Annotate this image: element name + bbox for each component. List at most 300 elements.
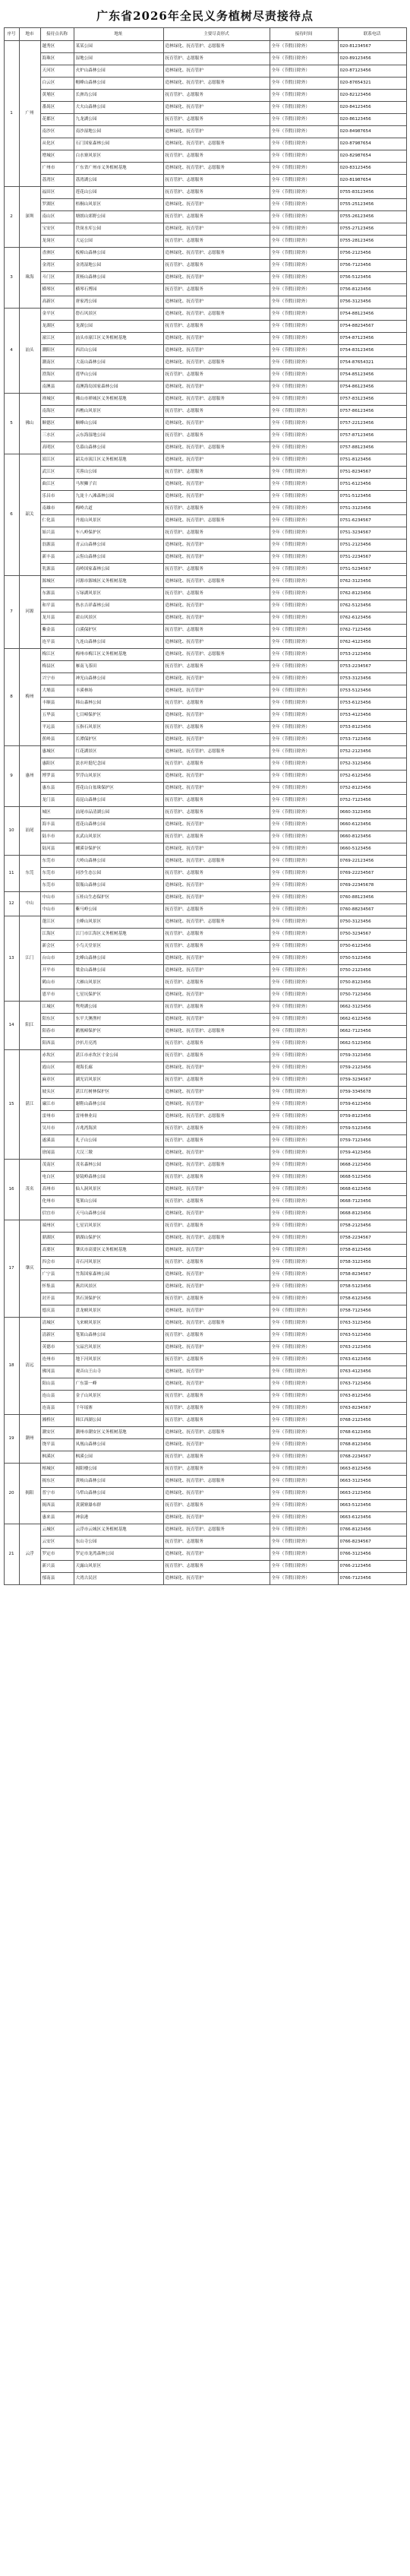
table-row	[4, 1281, 406, 1293]
address-cell: 顺峰山公园	[74, 418, 163, 430]
reception-time-cell: 全年（节假日除外）	[270, 880, 338, 892]
district-cell: 江海区	[40, 929, 74, 941]
table-row	[4, 1135, 406, 1147]
reception-time-cell: 全年（节假日除外）	[270, 1403, 338, 1415]
city-cell: 惠州	[19, 746, 40, 807]
address-cell: 罗浮山风景区	[74, 771, 163, 783]
address-cell: 孔子山公园	[74, 1135, 163, 1147]
table-row	[4, 552, 406, 564]
phone-cell: 0668-6123456	[338, 1184, 406, 1196]
table-row	[4, 1111, 406, 1123]
district-cell: 化州市	[40, 1196, 74, 1208]
reception-time-cell: 全年（节假日除外）	[270, 321, 338, 333]
address-cell: 莲华山公园	[74, 369, 163, 381]
phone-cell: 0754-87123456	[338, 333, 406, 345]
activity-type-cell: 造林绿化、抚育管护、志愿服务	[163, 1427, 270, 1439]
phone-cell: 0751-6234567	[338, 515, 406, 527]
table-row	[4, 138, 406, 150]
phone-cell: 020-82987654	[338, 150, 406, 163]
address-cell: 横琴石博园	[74, 284, 163, 296]
reception-time-cell: 全年（节假日除外）	[270, 965, 338, 977]
table-row	[4, 831, 406, 843]
reception-time-cell: 全年（节假日除外）	[270, 1561, 338, 1573]
address-cell: 云东海湿地公园	[74, 430, 163, 442]
table-row	[4, 1002, 406, 1014]
activity-type-cell: 抚育管护、志愿服务	[163, 1220, 270, 1233]
phone-cell: 0757-86123456	[338, 406, 406, 418]
phone-cell: 0753-2123456	[338, 649, 406, 661]
address-cell: 青云山森林公园	[74, 540, 163, 552]
phone-cell: 0660-3123456	[338, 807, 406, 819]
district-cell: 霞山区	[40, 1062, 74, 1074]
phone-cell: 0660-5123456	[338, 843, 406, 856]
table-header-row	[4, 28, 406, 41]
district-cell: 博罗县	[40, 771, 74, 783]
table-row	[4, 345, 406, 357]
activity-type-cell: 抚育管护、志愿服务	[163, 1561, 270, 1573]
phone-cell: 0663-2123456	[338, 1488, 406, 1500]
address-cell: 西樵山风景区	[74, 406, 163, 418]
reception-time-cell: 全年（节假日除外）	[270, 1050, 338, 1062]
activity-type-cell: 抚育管护、志愿服务	[163, 1196, 270, 1208]
row-number-cell: 3	[4, 248, 19, 309]
city-cell: 揭阳	[19, 1464, 40, 1524]
reception-time-cell: 全年（节假日除外）	[270, 941, 338, 953]
phone-cell: 0750-8123456	[338, 977, 406, 989]
activity-type-cell: 抚育管护、志愿服务	[163, 588, 270, 600]
table-row	[4, 576, 406, 588]
activity-type-cell: 抚育管护、志愿服务	[163, 430, 270, 442]
address-cell: 云浮市云城区义务植树基地	[74, 1524, 163, 1536]
phone-cell: 020-86123456	[338, 114, 406, 126]
address-cell: 湖光岩风景区	[74, 1074, 163, 1087]
activity-type-cell: 造林绿化、抚育管护	[163, 491, 270, 503]
phone-cell: 0750-7123456	[338, 989, 406, 1002]
reception-time-cell: 全年（节假日除外）	[270, 783, 338, 795]
address-cell: 奇石河风景区	[74, 1257, 163, 1269]
reception-time-cell: 全年（节假日除外）	[270, 248, 338, 260]
district-cell: 廉江市	[40, 1099, 74, 1111]
table-row	[4, 783, 406, 795]
district-cell: 惠城区	[40, 746, 74, 758]
phone-cell: 0750-3234567	[338, 929, 406, 941]
reception-time-cell: 全年（节假日除外）	[270, 65, 338, 78]
district-cell: 信宜市	[40, 1208, 74, 1220]
row-number-cell: 12	[4, 892, 19, 916]
phone-cell: 0768-2123456	[338, 1415, 406, 1427]
table-row	[4, 807, 406, 819]
district-cell: 蕉岭县	[40, 734, 74, 746]
activity-type-cell: 造林绿化、抚育管护	[163, 1099, 270, 1111]
activity-type-cell: 造林绿化、抚育管护、志愿服务	[163, 576, 270, 588]
address-cell: 黄杨山森林公园	[74, 272, 163, 284]
city-cell: 江门	[19, 916, 40, 1002]
district-cell: 梅县区	[40, 661, 74, 673]
row-number-cell: 10	[4, 807, 19, 856]
address-cell: 黄满寨瀑布群	[74, 1500, 163, 1512]
address-cell: 淡水叶挺纪念园	[74, 758, 163, 771]
reception-time-cell: 全年（节假日除外）	[270, 418, 338, 430]
table-row	[4, 515, 406, 527]
table-row	[4, 1026, 406, 1038]
phone-cell: 0756-2123456	[338, 248, 406, 260]
address-cell: 南澳海岛国家森林公园	[74, 381, 163, 394]
district-cell: 兴宁市	[40, 673, 74, 685]
address-cell: 黄岐山森林公园	[74, 1476, 163, 1488]
phone-cell: 0760-88123456	[338, 892, 406, 904]
table-row	[4, 929, 406, 941]
address-cell: 车八岭保护区	[74, 527, 163, 540]
table-row	[4, 843, 406, 856]
phone-cell: 0662-7123456	[338, 1026, 406, 1038]
address-cell: 大雁山风景区	[74, 977, 163, 989]
district-cell: 郁南县	[40, 1573, 74, 1585]
district-cell: 澄海区	[40, 369, 74, 381]
phone-cell: 020-83123456	[338, 163, 406, 175]
activity-type-cell: 抚育管护、志愿服务	[163, 53, 270, 65]
activity-type-cell: 抚育管护、志愿服务	[163, 527, 270, 540]
address-cell: 九泷十八滩森林公园	[74, 491, 163, 503]
reception-time-cell: 全年（节假日除外）	[270, 126, 338, 138]
address-cell: 观音山王山寺	[74, 1366, 163, 1378]
reception-time-cell: 全年（节假日除外）	[270, 540, 338, 552]
activity-type-cell: 抚育管护、志愿服务	[163, 1415, 270, 1427]
reception-time-cell: 全年（节假日除外）	[270, 916, 338, 929]
phone-cell: 0759-3123456	[338, 1050, 406, 1062]
table-row	[4, 1524, 406, 1536]
table-row	[4, 746, 406, 758]
reception-time-cell: 全年（节假日除外）	[270, 1536, 338, 1549]
address-cell: 皂幕山森林公园	[74, 442, 163, 454]
activity-type-cell: 抚育管护、志愿服务	[163, 1135, 270, 1147]
address-cell: 飞来峡风景区	[74, 1318, 163, 1330]
district-cell: 丰顺县	[40, 698, 74, 710]
district-cell: 梅江区	[40, 649, 74, 661]
phone-cell: 0763-6123456	[338, 1354, 406, 1366]
activity-type-cell: 造林绿化、抚育管护	[163, 892, 270, 904]
activity-type-cell: 造林绿化、抚育管护	[163, 65, 270, 78]
reception-time-cell: 全年（节假日除外）	[270, 1220, 338, 1233]
table-row	[4, 892, 406, 904]
district-cell: 阳东区	[40, 1014, 74, 1026]
reception-time-cell: 全年（节假日除外）	[270, 1099, 338, 1111]
district-cell: 番禺区	[40, 102, 74, 114]
activity-type-cell: 造林绿化、抚育管护	[163, 1549, 270, 1561]
address-cell: 天马山森林公园	[74, 1208, 163, 1220]
district-cell: 龙川县	[40, 612, 74, 625]
address-cell: 丹霞山风景区	[74, 515, 163, 527]
district-cell: 广州市	[40, 163, 74, 175]
activity-type-cell: 造林绿化、抚育管护	[163, 345, 270, 357]
district-cell: 顺德区	[40, 418, 74, 430]
address-cell: 燕岩风景区	[74, 1281, 163, 1293]
phone-cell: 020-87987654	[338, 138, 406, 150]
table-row	[4, 211, 406, 223]
phone-cell: 0752-7123456	[338, 795, 406, 807]
activity-type-cell: 造林绿化、抚育管护	[163, 333, 270, 345]
reception-time-cell: 全年（节假日除外）	[270, 175, 338, 187]
reception-time-cell: 全年（节假日除外）	[270, 734, 338, 746]
table-row	[4, 916, 406, 929]
district-cell: 雷州市	[40, 1111, 74, 1123]
district-cell: 云城区	[40, 1524, 74, 1536]
reception-time-cell: 全年（节假日除外）	[270, 953, 338, 965]
header-time: 接待时间	[270, 28, 338, 41]
district-cell: 东莞市	[40, 856, 74, 868]
phone-cell: 0762-6123456	[338, 612, 406, 625]
address-cell: 笔架山公园	[74, 1196, 163, 1208]
address-cell: 丰溪林场	[74, 685, 163, 698]
phone-cell: 0750-6123456	[338, 941, 406, 953]
page-bottom-margin	[0, 1585, 410, 1594]
address-cell: 塘朗山郊野公园	[74, 211, 163, 223]
district-cell: 始兴县	[40, 527, 74, 540]
phone-cell: 0663-8123456	[338, 1464, 406, 1476]
district-cell: 从化区	[40, 138, 74, 150]
city-cell: 湛江	[19, 1050, 40, 1160]
district-cell: 龙湖区	[40, 321, 74, 333]
table-row	[4, 1342, 406, 1354]
address-cell: 观海长廊	[74, 1062, 163, 1074]
reception-time-cell: 全年（节假日除外）	[270, 1415, 338, 1427]
activity-type-cell: 造林绿化、抚育管护	[163, 552, 270, 564]
reception-time-cell: 全年（节假日除外）	[270, 1196, 338, 1208]
district-cell: 端州区	[40, 1220, 74, 1233]
phone-cell: 0660-8123456	[338, 831, 406, 843]
activity-type-cell: 造林绿化、抚育管护	[163, 540, 270, 552]
phone-cell: 0663-3123456	[338, 1476, 406, 1488]
district-cell: 清城区	[40, 1318, 74, 1330]
activity-type-cell: 抚育管护、志愿服务	[163, 831, 270, 843]
activity-type-cell: 造林绿化、抚育管护、志愿服务	[163, 1476, 270, 1488]
activity-type-cell: 抚育管护、志愿服务	[163, 722, 270, 734]
table-row	[4, 467, 406, 479]
activity-type-cell: 造林绿化、抚育管护	[163, 1269, 270, 1281]
address-cell: 五桂山生态保护区	[74, 892, 163, 904]
table-row	[4, 710, 406, 722]
reception-time-cell: 全年（节假日除外）	[270, 661, 338, 673]
reception-time-cell: 全年（节假日除外）	[270, 236, 338, 248]
activity-type-cell: 造林绿化、抚育管护	[163, 953, 270, 965]
table-row	[4, 722, 406, 734]
activity-type-cell: 造林绿化、抚育管护	[163, 965, 270, 977]
district-cell: 潮南区	[40, 357, 74, 369]
district-cell: 乐昌市	[40, 491, 74, 503]
phone-cell: 020-87654321	[338, 78, 406, 90]
city-cell: 河源	[19, 576, 40, 649]
district-cell: 罗湖区	[40, 199, 74, 211]
table-row	[4, 1476, 406, 1488]
header-phone: 联系电话	[338, 28, 406, 41]
activity-type-cell: 抚育管护、志愿服务	[163, 260, 270, 272]
phone-cell: 0757-83123456	[338, 394, 406, 406]
phone-cell: 0668-7123456	[338, 1196, 406, 1208]
phone-cell: 0754-87654321	[338, 357, 406, 369]
address-cell: 河源市源城区义务植树基地	[74, 576, 163, 588]
activity-type-cell: 抚育管护、志愿服务	[163, 321, 270, 333]
district-cell: 东莞市	[40, 880, 74, 892]
reception-time-cell: 全年（节假日除外）	[270, 989, 338, 1002]
address-cell: 螺溪谷保护区	[74, 843, 163, 856]
address-cell: 神光山森林公园	[74, 673, 163, 685]
reception-time-cell: 全年（节假日除外）	[270, 199, 338, 211]
district-cell: 陆河县	[40, 843, 74, 856]
reception-time-cell: 全年（节假日除外）	[270, 1135, 338, 1147]
address-cell: 盘龙峡风景区	[74, 1305, 163, 1318]
table-row	[4, 102, 406, 114]
phone-cell: 0751-6123456	[338, 479, 406, 491]
activity-type-cell: 造林绿化、抚育管护	[163, 685, 270, 698]
phone-cell: 0754-88234567	[338, 321, 406, 333]
reception-time-cell: 全年（节假日除外）	[270, 357, 338, 369]
reception-time-cell: 全年（节假日除外）	[270, 1318, 338, 1330]
table-row	[4, 588, 406, 600]
phone-cell: 0752-8123456	[338, 783, 406, 795]
activity-type-cell: 抚育管护、志愿服务	[163, 284, 270, 296]
address-cell: 肇庆市高要区义务植树基地	[74, 1245, 163, 1257]
address-cell: 梁金山森林公园	[74, 965, 163, 977]
table-row	[4, 236, 406, 248]
address-cell: 鹅凰嶂保护区	[74, 1026, 163, 1038]
phone-cell: 0762-5123456	[338, 600, 406, 612]
table-row	[4, 1391, 406, 1403]
address-cell: 金湾湿地公园	[74, 260, 163, 272]
phone-cell: 0766-3123456	[338, 1549, 406, 1561]
reception-time-cell: 全年（节假日除外）	[270, 673, 338, 685]
phone-cell: 0769-22234567	[338, 868, 406, 880]
table-row	[4, 819, 406, 831]
district-cell: 白云区	[40, 78, 74, 90]
phone-cell: 0757-88123456	[338, 442, 406, 454]
row-number-cell: 2	[4, 187, 19, 248]
phone-cell: 0759-3234567	[338, 1074, 406, 1087]
city-cell: 梅州	[19, 649, 40, 746]
table-row	[4, 260, 406, 272]
table-row	[4, 637, 406, 649]
address-cell: 金子山风景区	[74, 1391, 163, 1403]
activity-type-cell: 造林绿化、抚育管护	[163, 454, 270, 467]
activity-type-cell: 造林绿化、抚育管护、志愿服务	[163, 442, 270, 454]
table-row	[4, 1087, 406, 1099]
phone-cell: 020-89123456	[338, 53, 406, 65]
phone-cell: 0759-3345678	[338, 1087, 406, 1099]
address-cell: 江门市江海区义务植树基地	[74, 929, 163, 941]
row-number-cell: 20	[4, 1464, 19, 1524]
activity-type-cell: 抚育管护、志愿服务	[163, 114, 270, 126]
district-cell: 乳源县	[40, 564, 74, 576]
district-cell: 翁源县	[40, 540, 74, 552]
table-row	[4, 1014, 406, 1026]
phone-cell: 0754-85123456	[338, 369, 406, 381]
reception-time-cell: 全年（节假日除外）	[270, 260, 338, 272]
reception-time-cell: 全年（节假日除外）	[270, 223, 338, 236]
reception-time-cell: 全年（节假日除外）	[270, 722, 338, 734]
activity-type-cell: 造林绿化、抚育管护、志愿服务	[163, 916, 270, 929]
district-cell: 鹤山市	[40, 977, 74, 989]
activity-type-cell: 造林绿化、抚育管护、志愿服务	[163, 78, 270, 90]
reception-time-cell: 全年（节假日除外）	[270, 1342, 338, 1354]
district-cell: 大埔县	[40, 685, 74, 698]
address-cell: 潮州市潮安区义务植树基地	[74, 1427, 163, 1439]
phone-cell: 0759-6123456	[338, 1099, 406, 1111]
reception-time-cell: 全年（节假日除外）	[270, 1184, 338, 1196]
reception-time-cell: 全年（节假日除外）	[270, 150, 338, 163]
table-row	[4, 1245, 406, 1257]
table-row	[4, 1184, 406, 1196]
activity-type-cell: 抚育管护、志愿服务	[163, 150, 270, 163]
row-number-cell: 5	[4, 394, 19, 454]
address-cell: 唐家湾公园	[74, 296, 163, 309]
table-row	[4, 1062, 406, 1074]
table-row	[4, 479, 406, 491]
reception-time-cell: 全年（节假日除外）	[270, 503, 338, 515]
city-cell: 深圳	[19, 187, 40, 248]
address-cell: 湿地公园	[74, 53, 163, 65]
district-cell: 赤坎区	[40, 1050, 74, 1062]
reception-time-cell: 全年（节假日除外）	[270, 1391, 338, 1403]
activity-type-cell: 抚育管护、志愿服务	[163, 1038, 270, 1050]
activity-type-cell: 抚育管护、志愿服务	[163, 564, 270, 576]
header-address: 地址	[74, 28, 163, 41]
address-cell: 湛江红树林保护区	[74, 1087, 163, 1099]
district-cell: 花都区	[40, 114, 74, 126]
phone-cell: 0762-4123456	[338, 637, 406, 649]
table-row	[4, 685, 406, 698]
phone-cell: 0766-7123456	[338, 1573, 406, 1585]
address-cell: 红花湖景区	[74, 746, 163, 758]
phone-cell: 0753-8123456	[338, 722, 406, 734]
address-cell: 仙人洞风景区	[74, 1184, 163, 1196]
reception-time-cell: 全年（节假日除外）	[270, 698, 338, 710]
district-cell: 增城区	[40, 150, 74, 163]
table-row	[4, 1220, 406, 1233]
activity-type-cell: 造林绿化、抚育管护	[163, 1062, 270, 1074]
district-cell: 曲江区	[40, 479, 74, 491]
address-cell: 韩山森林公园	[74, 698, 163, 710]
activity-type-cell: 抚育管护、志愿服务	[163, 807, 270, 819]
city-cell: 潮州	[19, 1415, 40, 1464]
reception-time-cell: 全年（节假日除外）	[270, 1245, 338, 1257]
activity-type-cell: 造林绿化、抚育管护	[163, 1378, 270, 1391]
table-row	[4, 150, 406, 163]
city-cell: 汕尾	[19, 807, 40, 856]
phone-cell: 0756-8123456	[338, 284, 406, 296]
activity-type-cell: 抚育管护、志愿服务	[163, 1500, 270, 1512]
city-cell: 韶关	[19, 454, 40, 576]
reception-time-cell: 全年（节假日除外）	[270, 1160, 338, 1172]
phone-cell: 0753-4123456	[338, 710, 406, 722]
district-cell: 四会市	[40, 1257, 74, 1269]
table-row	[4, 1354, 406, 1366]
phone-cell: 0759-4123456	[338, 1147, 406, 1160]
activity-type-cell: 抚育管护、志愿服务	[163, 406, 270, 418]
reception-time-cell: 全年（节假日除外）	[270, 296, 338, 309]
address-cell: 玄武山风景区	[74, 831, 163, 843]
table-row	[4, 1464, 406, 1476]
district-cell: 东源县	[40, 588, 74, 600]
activity-type-cell: 造林绿化、抚育管护	[163, 296, 270, 309]
phone-cell: 0759-8123456	[338, 1111, 406, 1123]
phone-cell: 0751-2123456	[338, 540, 406, 552]
table-row	[4, 248, 406, 260]
activity-type-cell: 造林绿化、抚育管护、志愿服务	[163, 41, 270, 53]
reception-time-cell: 全年（节假日除外）	[270, 600, 338, 612]
reception-time-cell: 全年（节假日除外）	[270, 1208, 338, 1220]
reception-time-cell: 全年（节假日除外）	[270, 843, 338, 856]
table-row	[4, 1573, 406, 1585]
phone-cell: 0763-8123456	[338, 1391, 406, 1403]
district-cell: 惠阳区	[40, 758, 74, 771]
